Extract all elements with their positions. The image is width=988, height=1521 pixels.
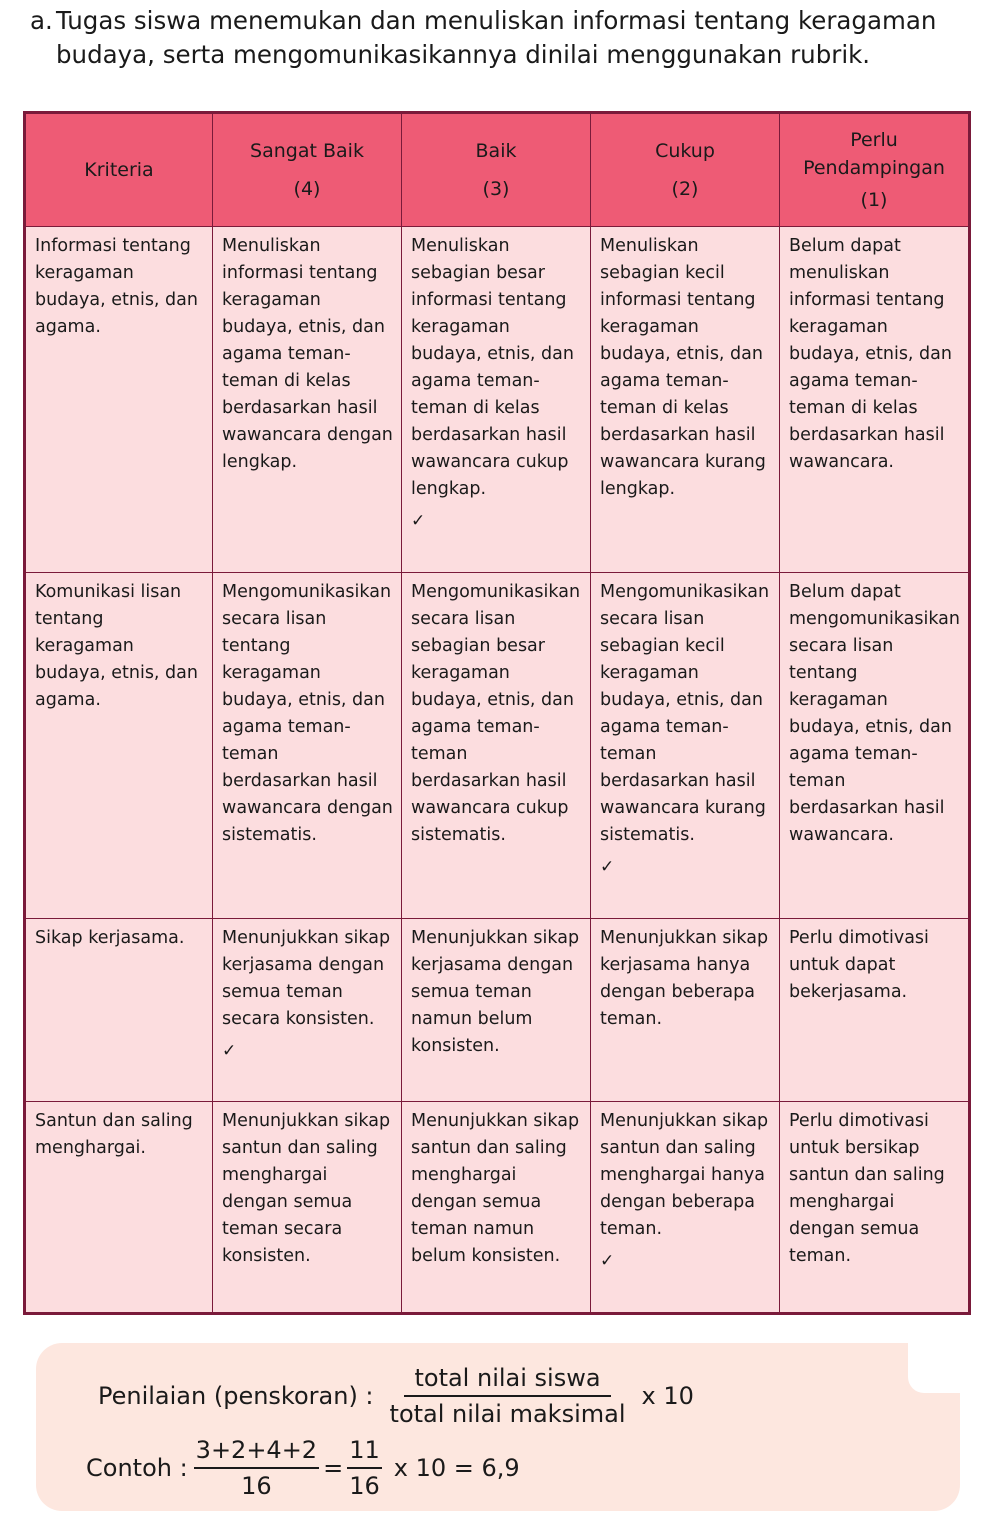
check-mark-icon: ✓ — [222, 1041, 237, 1061]
header-score: (2) — [671, 178, 699, 200]
level-cell — [780, 1102, 970, 1314]
cell-text: Belum dapat mengomunikasikan secara lisan tentang keragaman budaya, etnis, dan agama teman-teman berdasarkan hasil wawancara. — [789, 582, 960, 845]
header-row — [25, 113, 970, 227]
level-cell — [780, 227, 970, 573]
table-row — [25, 1102, 970, 1314]
level-cell — [780, 573, 970, 919]
header-label: Baik — [475, 140, 517, 162]
cell-text: Menunjukkan sikap kerjasama hanya dengan beberapa teman. — [600, 928, 769, 1029]
scoring-formula-box — [36, 1343, 960, 1511]
cell-text: Menunjukkan sikap santun dan saling menghargai dengan semua teman namun belum konsisten. — [411, 1111, 580, 1266]
level-cell — [402, 1102, 591, 1314]
header-perlu-pendampingan — [780, 113, 970, 227]
criterion-cell — [25, 573, 213, 919]
example-result-denominator: 16 — [349, 1472, 380, 1500]
cell-text: Mengomunikasikan secara lisan sebagian besar keragaman budaya, etnis, dan agama teman-teman berdasarkan hasil wawancara cukup sistematis. — [411, 582, 581, 845]
criterion-text: Santun dan saling menghargai. — [35, 1111, 193, 1158]
check-mark-icon: ✓ — [600, 857, 615, 877]
cell-text: Menuliskan informasi tentang keragaman budaya, etnis, dan agama teman-teman di kelas berdasarkan hasil wawancara dengan lengkap. — [222, 236, 393, 472]
criterion-cell — [25, 1102, 213, 1314]
header-score: (3) — [482, 178, 510, 200]
header-label: Sangat Baik — [250, 140, 364, 162]
example-numerator: 3+2+4+2 — [194, 1435, 319, 1469]
check-mark-icon: ✓ — [411, 511, 426, 531]
intro-paragraph — [30, 4, 970, 72]
level-cell — [780, 919, 970, 1102]
level-cell — [591, 573, 780, 919]
level-cell — [591, 919, 780, 1102]
scoring-formula — [98, 1363, 694, 1429]
header-label: Kriteria — [84, 159, 154, 181]
list-marker: a. — [30, 6, 53, 35]
header-criteria — [25, 113, 213, 227]
formula-numerator: total nilai siswa — [404, 1363, 610, 1397]
cell-text: Perlu dimotivasi untuk bersikap santun dan saling menghargai dengan semua teman. — [789, 1111, 945, 1266]
cell-text: Menuliskan sebagian besar informasi tentang keragaman budaya, etnis, dan agama teman-teman di kelas berdasarkan hasil wawancara cukup lengkap. — [411, 236, 574, 499]
formula-fraction — [380, 1363, 636, 1429]
formula-multiplier: x 10 — [641, 1382, 694, 1410]
level-cell — [213, 573, 402, 919]
check-mark-icon: ✓ — [600, 1251, 615, 1271]
cell-text: Mengomunikasikan secara lisan tentang keragaman budaya, etnis, dan agama teman-teman berdasarkan hasil wawancara dengan sistematis. — [222, 582, 393, 845]
criterion-text: Sikap kerjasama. — [35, 928, 185, 948]
header-sangat-baik — [213, 113, 402, 227]
example-fraction — [194, 1435, 319, 1501]
table-row — [25, 919, 970, 1102]
cell-text: Menunjukkan sikap santun dan saling menghargai hanya dengan beberapa teman. — [600, 1111, 769, 1239]
intro-text: Tugas siswa menemukan dan menuliskan informasi tentang keragaman budaya, serta mengomunikasikannya dinilai menggunakan rubrik. — [56, 6, 937, 69]
example-equals: = — [323, 1454, 344, 1482]
example-result-fraction — [347, 1435, 382, 1501]
example-result: x 10 = 6,9 — [393, 1454, 520, 1482]
header-label: Cukup — [655, 140, 715, 162]
header-baik — [402, 113, 591, 227]
cell-text: Perlu dimotivasi untuk dapat bekerjasama. — [789, 928, 929, 1002]
level-cell — [591, 1102, 780, 1314]
level-cell — [213, 227, 402, 573]
example-denominator: 16 — [241, 1472, 272, 1500]
level-cell — [591, 227, 780, 573]
box-corner-notch — [908, 1343, 960, 1393]
level-cell — [213, 919, 402, 1102]
example-result-numerator: 11 — [347, 1435, 382, 1469]
header-score: (1) — [860, 189, 888, 211]
table-row — [25, 573, 970, 919]
header-label: Perlu Pendampingan — [803, 129, 945, 179]
cell-text: Mengomunikasikan secara lisan sebagian kecil keragaman budaya, etnis, dan agama teman-teman berdasarkan hasil wawancara kurang sistematis. — [600, 582, 770, 845]
cell-text: Menunjukkan sikap santun dan saling menghargai dengan semua teman secara konsisten. — [222, 1111, 391, 1266]
level-cell — [402, 573, 591, 919]
example-calculation — [86, 1435, 520, 1501]
formula-denominator: total nilai maksimal — [389, 1400, 626, 1428]
header-score: (4) — [293, 178, 321, 200]
table-row — [25, 227, 970, 573]
level-cell — [213, 1102, 402, 1314]
cell-text: Belum dapat menuliskan informasi tentang keragaman budaya, etnis, dan agama teman-teman di kelas berdasarkan hasil wawancara. — [789, 236, 952, 472]
cell-text: Menunjukkan sikap kerjasama dengan semua teman secara konsisten. — [222, 928, 391, 1029]
criterion-cell — [25, 227, 213, 573]
cell-text: Menunjukkan sikap kerjasama dengan semua teman namun belum konsisten. — [411, 928, 580, 1056]
header-cukup — [591, 113, 780, 227]
example-label: Contoh : — [86, 1454, 188, 1482]
formula-label: Penilaian (penskoran) : — [98, 1382, 374, 1410]
cell-text: Menuliskan sebagian kecil informasi tentang keragaman budaya, etnis, dan agama teman-teman di kelas berdasarkan hasil wawancara kurang lengkap. — [600, 236, 766, 499]
criterion-text: Komunikasi lisan tentang keragaman budaya, etnis, dan agama. — [35, 582, 198, 710]
level-cell — [402, 227, 591, 573]
rubric-table — [23, 111, 971, 1315]
criterion-cell — [25, 919, 213, 1102]
level-cell — [402, 919, 591, 1102]
criterion-text: Informasi tentang keragaman budaya, etnis, dan agama. — [35, 236, 198, 337]
